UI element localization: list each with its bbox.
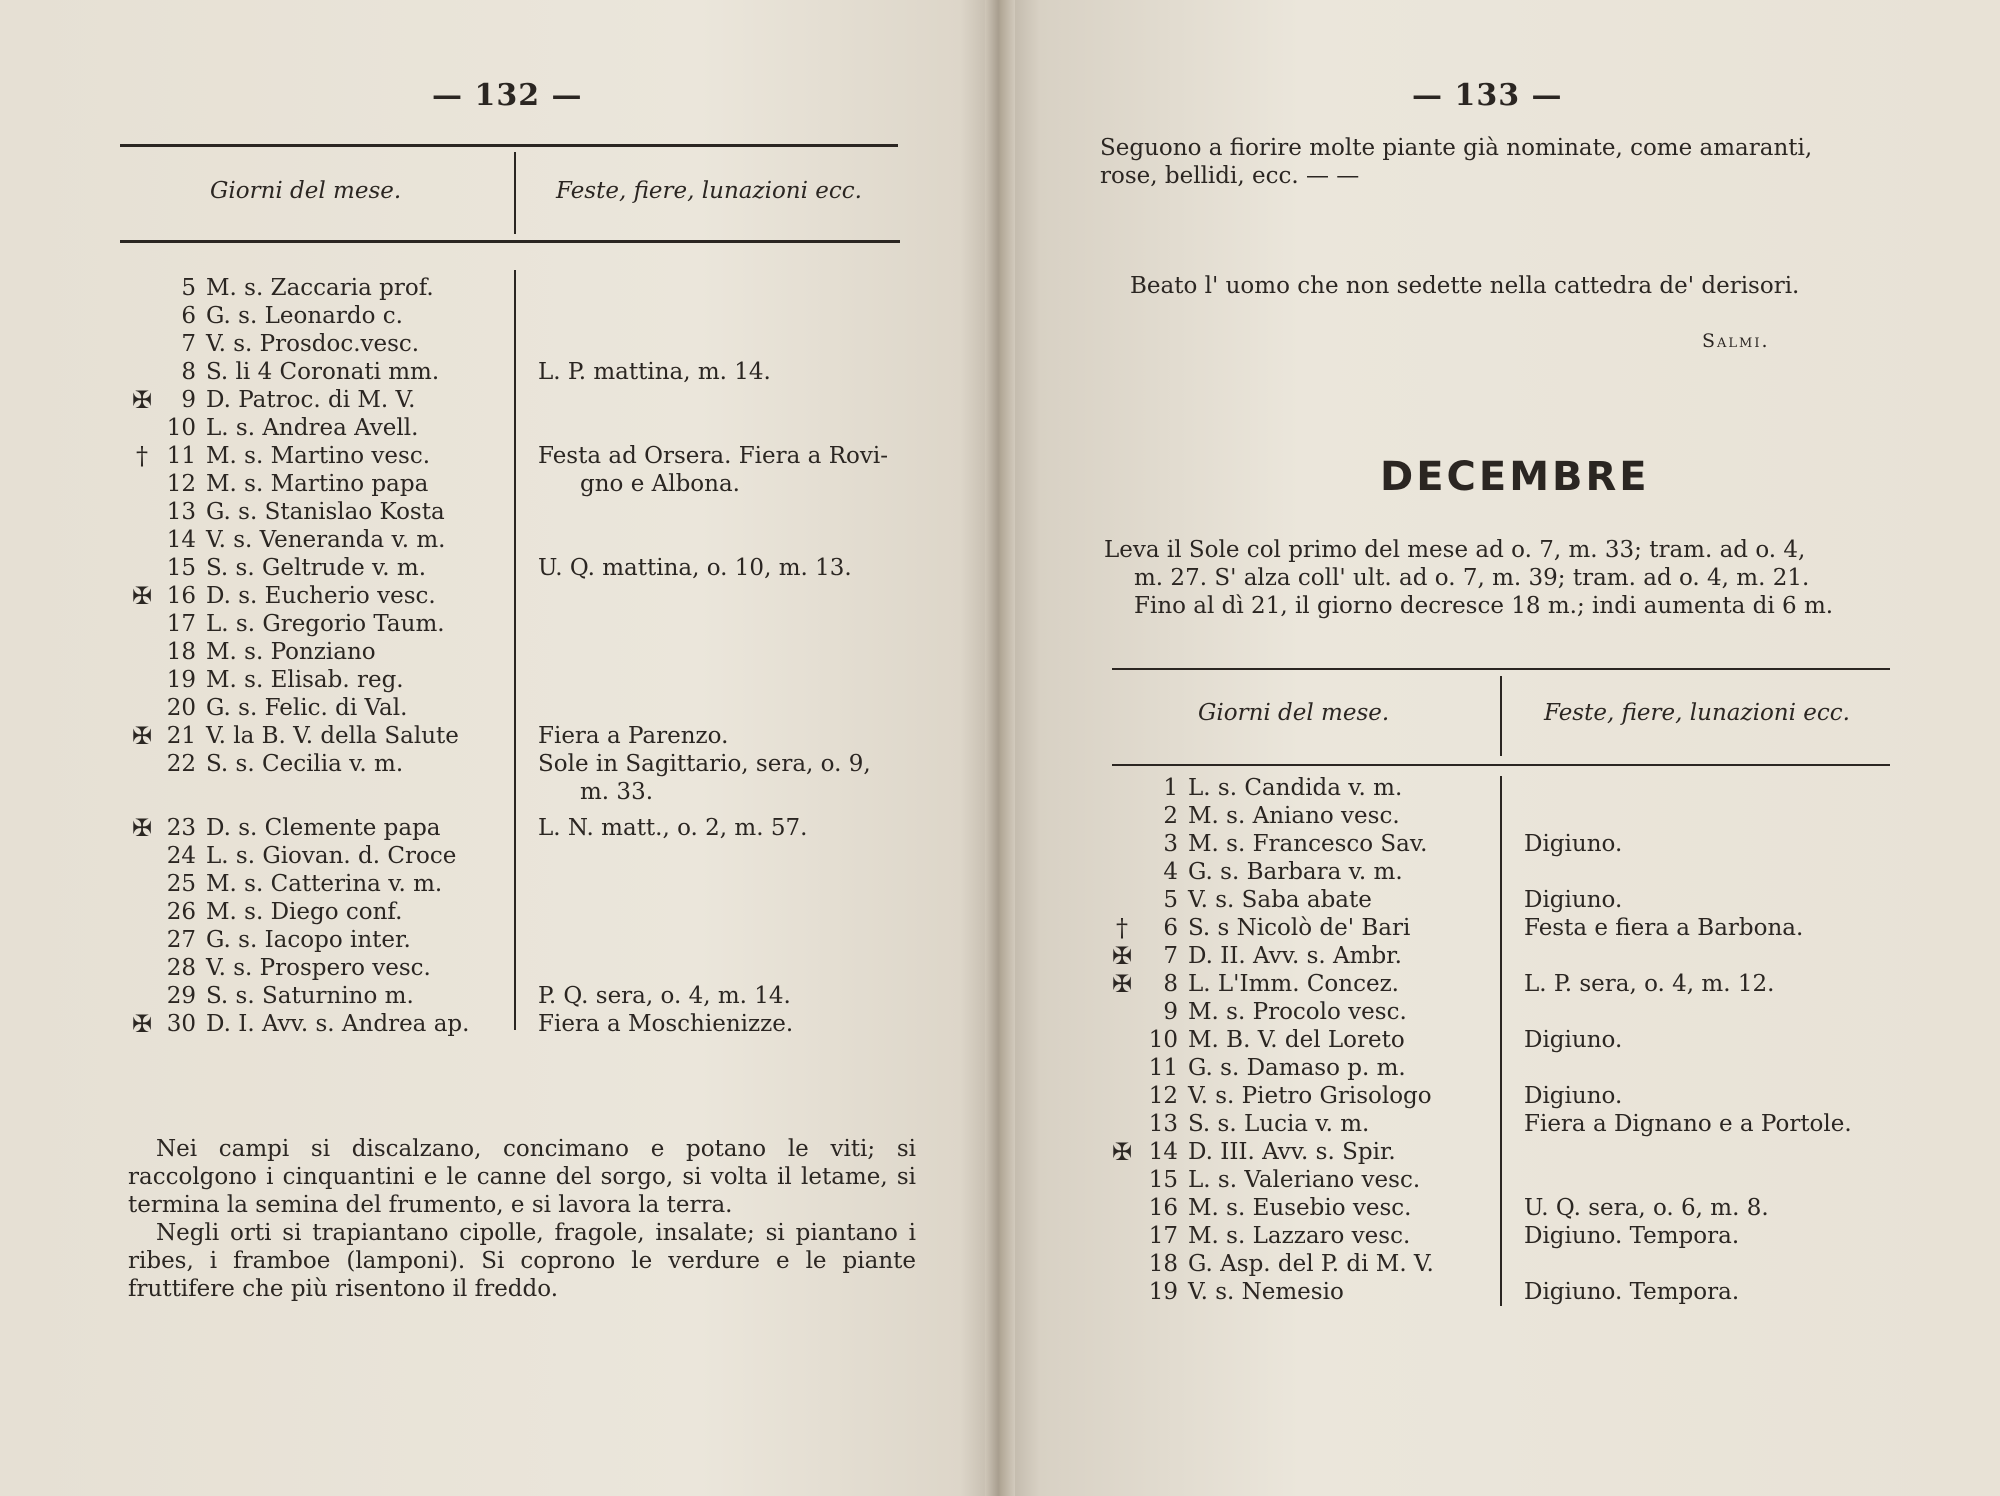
right-row-saint: D. II. Avv. s. Ambr. [1188, 943, 1402, 969]
left-row-event: L. N. matt., o. 2, m. 57. [538, 815, 808, 841]
left-row-day: 6 [181, 303, 196, 329]
sun-line-1: Leva il Sole col primo del mese ad o. 7, m. 33; tram. ad o. 4, [1104, 537, 1806, 563]
right-quote-source: Salmi. [1702, 330, 1770, 352]
sun-line-3: Fino al dì 21, il giorno decresce 18 m.; indi aumenta di 6 m. [1134, 593, 1834, 619]
right-row-saint: M. s. Eusebio vesc. [1188, 1195, 1412, 1221]
right-col-days-header: Giorni del mese. [1198, 700, 1390, 726]
left-row-day: 27 [166, 927, 196, 953]
right-header-divider [1500, 676, 1502, 756]
left-row-day: 20 [166, 695, 196, 721]
left-row-day: 18 [166, 639, 196, 665]
left-row-day: 15 [166, 555, 196, 581]
left-row-event: Festa ad Orsera. Fiera a Rovi- [538, 443, 888, 469]
left-row-day: 13 [166, 499, 196, 525]
right-row-saint: S. s. Lucia v. m. [1188, 1111, 1370, 1137]
right-row-event: Fiera a Dignano e a Portole. [1524, 1111, 1852, 1137]
left-row-saint: G. s. Stanislao Kosta [206, 499, 445, 525]
left-row-saint: L. s. Andrea Avell. [206, 415, 419, 441]
right-row-event: L. P. sera, o. 4, m. 12. [1524, 971, 1775, 997]
right-row-day: 19 [1148, 1279, 1178, 1305]
left-row-event: L. P. mattina, m. 14. [538, 359, 771, 385]
left-row-saint: V. la B. V. della Salute [206, 723, 459, 749]
right-row-saint: V. s. Saba abate [1188, 887, 1372, 913]
right-row-day: 3 [1163, 831, 1178, 857]
right-row-day: 9 [1163, 999, 1178, 1025]
left-row-day: 23 [166, 815, 196, 841]
left-row-saint: G. s. Felic. di Val. [206, 695, 408, 721]
left-row-day: 19 [166, 667, 196, 693]
left-header-divider [514, 152, 516, 234]
left-row-day: 12 [166, 471, 196, 497]
left-row-event: Sole in Sagittario, sera, o. 9, [538, 751, 871, 777]
left-row-saint: M. s. Zaccaria prof. [206, 275, 434, 301]
right-row-event: Digiuno. [1524, 831, 1623, 857]
right-row-day: 17 [1148, 1223, 1178, 1249]
left-row-saint: G. s. Iacopo inter. [206, 927, 411, 953]
left-row-day: 11 [166, 443, 196, 469]
left-page-number: — 132 — [432, 78, 583, 113]
left-row-day: 28 [166, 955, 196, 981]
left-row-saint: D. s. Clemente papa [206, 815, 441, 841]
left-row-event: m. 33. [580, 779, 654, 805]
right-row-saint: M. s. Francesco Sav. [1188, 831, 1428, 857]
right-row-day: 16 [1148, 1195, 1178, 1221]
left-row-saint: S. s. Cecilia v. m. [206, 751, 404, 777]
right-row-event: Festa e fiera a Barbona. [1524, 915, 1804, 941]
left-row-day: 14 [166, 527, 196, 553]
left-row-saint: M. s. Martino vesc. [206, 443, 431, 469]
left-column-divider [514, 270, 516, 1030]
right-row-mark-icon: ✠ [1111, 970, 1133, 998]
right-row-saint: M. s. Lazzaro vesc. [1188, 1223, 1411, 1249]
left-row-day: 30 [166, 1011, 196, 1037]
left-row-saint: S. s. Geltrude v. m. [206, 555, 427, 581]
right-row-event: Digiuno. Tempora. [1524, 1279, 1740, 1305]
left-row-mark-icon: ✠ [131, 386, 153, 414]
left-row-saint: L. s. Gregorio Taum. [206, 611, 445, 637]
right-intro-line-1: Seguono a fiorire molte piante già nominate, come amaranti, [1100, 135, 1813, 161]
left-row-saint: M. s. Martino papa [206, 471, 429, 497]
right-table-top-rule [1112, 668, 1890, 670]
left-row-saint: M. s. Ponziano [206, 639, 376, 665]
right-row-day: 12 [1148, 1083, 1178, 1109]
left-table-top-rule [120, 144, 898, 147]
left-table-header-rule [120, 240, 900, 243]
left-row-saint: S. s. Saturnino m. [206, 983, 414, 1009]
right-row-day: 7 [1163, 943, 1178, 969]
left-row-saint: M. s. Catterina v. m. [206, 871, 443, 897]
left-row-day: 26 [166, 899, 196, 925]
left-row-mark-icon: ✠ [131, 582, 153, 610]
right-row-saint: M. s. Aniano vesc. [1188, 803, 1400, 829]
left-row-day: 24 [166, 843, 196, 869]
left-row-saint: V. s. Prosdoc.vesc. [206, 331, 420, 357]
left-col-events-header: Feste, fiere, lunazioni ecc. [556, 178, 862, 204]
right-column-divider [1500, 776, 1502, 1306]
left-row-event: Fiera a Moschienizze. [538, 1011, 794, 1037]
right-row-event: Digiuno. [1524, 1083, 1623, 1109]
right-row-mark-icon: † [1116, 914, 1128, 942]
right-col-events-header: Feste, fiere, lunazioni ecc. [1544, 700, 1850, 726]
right-row-saint: G. Asp. del P. di M. V. [1188, 1251, 1434, 1277]
left-row-event: P. Q. sera, o. 4, m. 14. [538, 983, 791, 1009]
left-row-day: 9 [181, 387, 196, 413]
left-note-fields: Nei campi si discalzano, concimano e potano le viti; si raccolgono i cinquantini e le canne del sorgo, si volta il letame, si termina la semina del frumento, e si lavora la terra. [128, 1136, 916, 1218]
left-row-day: 29 [166, 983, 196, 1009]
right-row-saint: V. s. Nemesio [1188, 1279, 1344, 1305]
right-row-saint: L. s. Valeriano vesc. [1188, 1167, 1421, 1193]
right-intro-line-2: rose, bellidi, ecc. — — [1100, 163, 1360, 189]
book-gutter [985, 0, 1015, 1496]
right-row-day: 4 [1163, 859, 1178, 885]
right-row-saint: M. B. V. del Loreto [1188, 1027, 1405, 1053]
left-row-saint: V. s. Veneranda v. m. [206, 527, 446, 553]
right-row-saint: V. s. Pietro Grisologo [1188, 1083, 1432, 1109]
right-row-saint: L. L'Imm. Concez. [1188, 971, 1399, 997]
left-row-saint: D. s. Eucherio vesc. [206, 583, 436, 609]
left-row-day: 10 [166, 415, 196, 441]
right-row-mark-icon: ✠ [1111, 1138, 1133, 1166]
right-row-saint: L. s. Candida v. m. [1188, 775, 1403, 801]
left-row-day: 16 [166, 583, 196, 609]
left-row-day: 8 [181, 359, 196, 385]
left-row-saint: D. Patroc. di M. V. [206, 387, 416, 413]
right-row-day: 11 [1148, 1055, 1178, 1081]
right-row-saint: S. s Nicolò de' Bari [1188, 915, 1411, 941]
left-row-day: 22 [166, 751, 196, 777]
left-row-saint: M. s. Elisab. reg. [206, 667, 404, 693]
left-row-mark-icon: ✠ [131, 814, 153, 842]
right-row-day: 10 [1148, 1027, 1178, 1053]
right-row-event: U. Q. sera, o. 6, m. 8. [1524, 1195, 1769, 1221]
sun-line-2: m. 27. S' alza coll' ult. ad o. 7, m. 39; tram. ad o. 4, m. 21. [1134, 565, 1810, 591]
right-row-event: Digiuno. [1524, 1027, 1623, 1053]
left-row-day: 25 [166, 871, 196, 897]
left-row-saint: D. I. Avv. s. Andrea ap. [206, 1011, 470, 1037]
right-row-mark-icon: ✠ [1111, 942, 1133, 970]
month-title: DECEMBRE [1380, 454, 1650, 500]
left-note-gardens: Negli orti si trapiantano cipolle, fragole, insalate; si piantano i ribes, i framboe (lamponi). Si coprono le verdure e le piante fruttifere che più risentono il freddo. [128, 1220, 916, 1302]
right-row-saint: G. s. Barbara v. m. [1188, 859, 1403, 885]
left-row-day: 7 [181, 331, 196, 357]
right-row-saint: D. III. Avv. s. Spir. [1188, 1139, 1396, 1165]
left-row-day: 17 [166, 611, 196, 637]
left-notes [128, 1135, 916, 1303]
right-row-day: 5 [1163, 887, 1178, 913]
left-row-day: 5 [181, 275, 196, 301]
right-row-day: 13 [1148, 1111, 1178, 1137]
right-row-day: 18 [1148, 1251, 1178, 1277]
left-row-event: U. Q. mattina, o. 10, m. 13. [538, 555, 852, 581]
right-row-saint: M. s. Procolo vesc. [1188, 999, 1407, 1025]
left-row-saint: L. s. Giovan. d. Croce [206, 843, 457, 869]
left-row-saint: S. li 4 Coronati mm. [206, 359, 440, 385]
right-page-number: — 133 — [1412, 78, 1563, 113]
right-row-event: Digiuno. [1524, 887, 1623, 913]
left-row-day: 21 [166, 723, 196, 749]
left-row-saint: G. s. Leonardo c. [206, 303, 403, 329]
right-row-day: 6 [1163, 915, 1178, 941]
right-row-day: 15 [1148, 1167, 1178, 1193]
right-row-day: 2 [1163, 803, 1178, 829]
right-row-day: 8 [1163, 971, 1178, 997]
left-col-days-header: Giorni del mese. [210, 178, 402, 204]
right-row-saint: G. s. Damaso p. m. [1188, 1055, 1406, 1081]
left-row-event: Fiera a Parenzo. [538, 723, 729, 749]
right-table-header-rule [1112, 764, 1890, 766]
left-row-saint: V. s. Prospero vesc. [206, 955, 431, 981]
right-row-event: Digiuno. Tempora. [1524, 1223, 1740, 1249]
left-row-mark-icon: ✠ [131, 1010, 153, 1038]
left-row-event: gno e Albona. [580, 471, 740, 497]
left-row-mark-icon: † [136, 442, 148, 470]
right-row-day: 1 [1163, 775, 1178, 801]
right-row-day: 14 [1148, 1139, 1178, 1165]
left-row-mark-icon: ✠ [131, 722, 153, 750]
left-row-saint: M. s. Diego conf. [206, 899, 403, 925]
right-quote: Beato l' uomo che non sedette nella cattedra de' derisori. [1130, 273, 1800, 299]
